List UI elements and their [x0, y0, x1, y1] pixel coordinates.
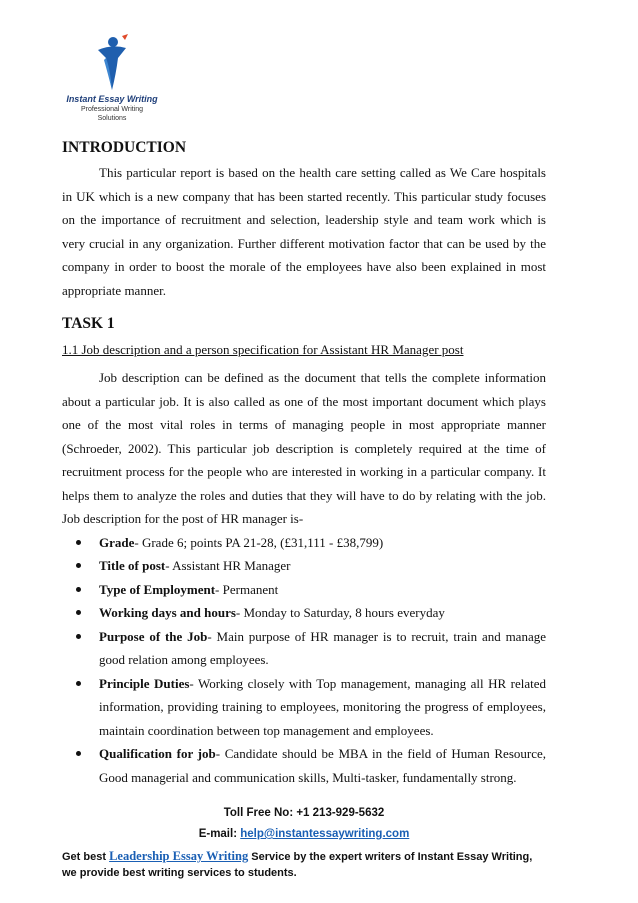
- promo-text-before: Get best: [62, 851, 110, 863]
- job-description-list: [62, 531, 546, 790]
- logo-tagline-second-line: Solutions: [97, 115, 127, 122]
- bullet-icon: [76, 587, 81, 592]
- list-item-text: - Permanent: [215, 581, 279, 597]
- list-item-text: - Monday to Saturday, 8 hours everyday: [235, 605, 445, 620]
- bullet-icon: [76, 634, 81, 639]
- toll-free-number: Toll Free No: +1 213-929-5632: [223, 807, 385, 819]
- bullet-icon: [76, 610, 81, 615]
- list-item: [62, 531, 546, 555]
- list-item: [62, 601, 546, 625]
- bullet-icon: [76, 540, 81, 545]
- list-item-label: Principle Duties: [99, 675, 190, 691]
- logo-tagline: Professional Writing: [80, 106, 144, 113]
- introduction-paragraph: This particular report is based on the health care setting called as We Care hospitals in UK which is a new company that has been started recently. This particular study focuses on the importance of recruitment and selection, leadership style and team work which is very crucial in any organization. Further different motivation factor that can be used by the company in order to boost the morale of the employees have also been explained in most appropriate manner.: [62, 165, 546, 298]
- list-item-text: - Candidate should be MBA in the field of Human Resource, Good managerial and communication skills, Multi-tasker, fundamentally strong.: [99, 746, 546, 785]
- list-item: [62, 578, 546, 602]
- email-link[interactable]: help@instantessaywriting.com: [240, 828, 410, 840]
- company-logo[interactable]: [62, 34, 162, 124]
- logo-brand-name: Instant Essay Writing: [66, 94, 158, 104]
- list-item: [62, 625, 546, 672]
- list-item-label: Type of Employment: [99, 581, 216, 597]
- list-item-text: - Working closely with Top management, managing all HR related information, providing training to employees, monitoring the progress of employees, maintain coordination between top management and employees.: [99, 675, 547, 738]
- list-item: [62, 672, 546, 743]
- writer-figure-icon: [92, 34, 132, 92]
- leadership-essay-writing-link[interactable]: Leadership Essay Writing: [109, 849, 249, 863]
- list-item-text: - Grade 6; points PA 21-28, (£31,111 - £38,799): [134, 534, 384, 550]
- document-body: [62, 139, 546, 789]
- bullet-icon: [76, 681, 81, 686]
- promo-text: [62, 848, 546, 881]
- list-item-label: Title of post: [99, 558, 166, 573]
- list-item-text: - Assistant HR Manager: [165, 558, 291, 573]
- email-label: E-mail:: [198, 828, 241, 840]
- list-item-label: Grade: [99, 534, 135, 550]
- introduction-heading: INTRODUCTION: [62, 139, 187, 156]
- page-footer: [62, 804, 546, 881]
- section-1-1-subheading: 1.1 Job description and a person specification for Assistant HR Manager post: [62, 342, 464, 357]
- bullet-icon: [76, 751, 81, 756]
- bullet-icon: [76, 563, 81, 568]
- job-description-paragraph: Job description can be defined as the document that tells the complete information about a particular job. It is also called as one of the most important document which plays one of the most vital roles in terms of managing people in most appropriate manner (Schroeder, 2002). This particular job description is completely required at the time of recruitment process for the people who are interested in working in a particular company. It helps them to analyze the roles and duties that they will have to do by relating with the job. Job description for the post of HR manager is-: [62, 370, 546, 526]
- list-item: [62, 742, 546, 789]
- list-item-label: Working days and hours: [99, 605, 236, 620]
- list-item-text: - Main purpose of HR manager is to recruit, train and manage good relation among employees.: [99, 628, 546, 667]
- list-item: [62, 554, 546, 578]
- email-line: [62, 825, 546, 844]
- list-item-label: Qualification for job: [99, 746, 216, 761]
- task-1-heading: TASK 1: [62, 315, 115, 332]
- promo-text-after: Service by the expert writers of Instant Essay Writing, we provide best writing services to students.: [62, 851, 533, 879]
- list-item-label: Purpose of the Job: [99, 628, 208, 644]
